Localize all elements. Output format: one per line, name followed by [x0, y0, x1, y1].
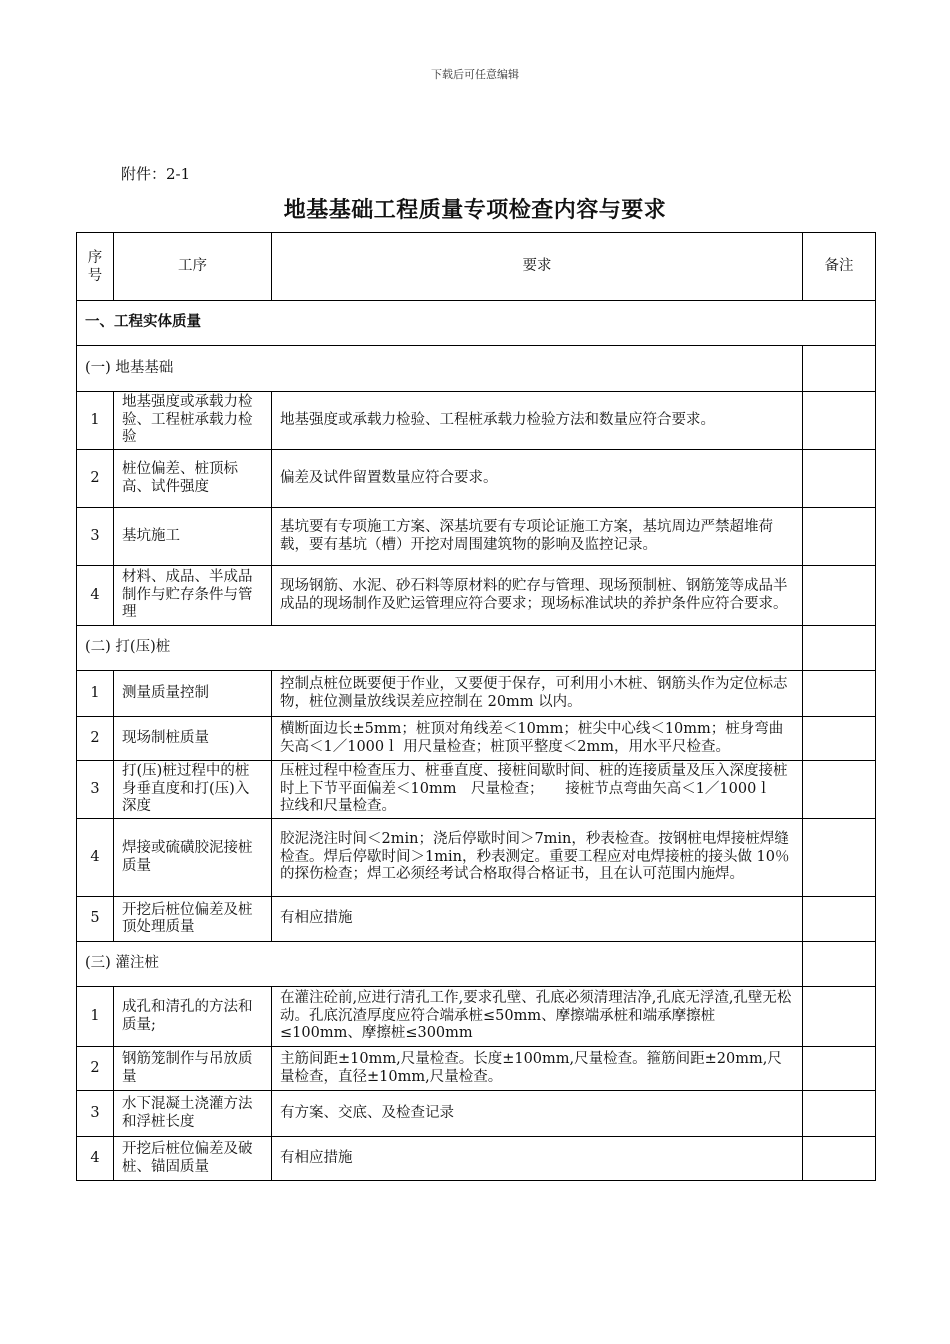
row-note: [803, 566, 876, 626]
row-step: 成孔和清孔的方法和质量;: [114, 987, 272, 1047]
table-row: [77, 450, 876, 508]
row-requirement: 在灌注砼前,应进行清孔工作,要求孔壁、孔底必须清理洁净,孔底无浮渣,孔壁无松动。孔底沉渣厚度应符合端承桩≤50mm、摩擦端承桩和端承摩擦桩≤100mm、摩擦桩≤300mm: [272, 987, 803, 1047]
table-row: [77, 392, 876, 450]
group-row: [77, 942, 876, 987]
row-step: 焊接或硫磺胶泥接桩质量: [114, 819, 272, 897]
row-step: 材料、成品、半成品制作与贮存条件与管理: [114, 566, 272, 626]
row-note: [803, 1091, 876, 1137]
row-step: 开挖后桩位偏差及桩顶处理质量: [114, 897, 272, 942]
group-title-cast-pile: (三) 灌注桩: [77, 942, 803, 987]
table-row: [77, 897, 876, 942]
row-requirement: 控制点桩位既要便于作业，又要便于保存，可利用小木桩、钢筋头作为定位标志物，桩位测量放线误差应控制在 20mm 以内。: [272, 671, 803, 717]
table-row: [77, 1137, 876, 1181]
row-note: [803, 450, 876, 508]
row-requirement: 有相应措施: [272, 1137, 803, 1181]
row-number: 5: [77, 897, 114, 942]
row-number: 3: [77, 508, 114, 566]
table-row: [77, 819, 876, 897]
row-note: [803, 508, 876, 566]
table-row: [77, 1091, 876, 1137]
group-row: [77, 346, 876, 392]
row-requirement: 基坑要有专项施工方案、深基坑要有专项论证施工方案，基坑周边严禁超堆荷载，要有基坑（槽）开挖对周围建筑物的影响及监控记录。: [272, 508, 803, 566]
row-number: 2: [77, 1047, 114, 1091]
group-note-cell: [803, 346, 876, 392]
header-no: 序号: [77, 233, 114, 301]
group-title-driven-pile: (二) 打(压)桩: [77, 626, 803, 671]
row-note: [803, 1137, 876, 1181]
download-note: 下载后可任意编辑: [431, 68, 519, 81]
row-requirement: 压桩过程中检查压力、桩垂直度、接桩间歇时间、桩的连接质量及压入深度接桩时上下节平面偏差＜10mm 尺量检查； 接桩节点弯曲矢高＜1／1000ｌ 拉线和尺量检查。: [272, 761, 803, 819]
header-step: 工序: [114, 233, 272, 301]
row-step: 水下混凝土浇灌方法和浮桩长度: [114, 1091, 272, 1137]
row-note: [803, 392, 876, 450]
table-row: [77, 508, 876, 566]
row-note: [803, 761, 876, 819]
row-number: 1: [77, 392, 114, 450]
row-step: 基坑施工: [114, 508, 272, 566]
row-note: [803, 717, 876, 761]
section-title: 一、工程实体质量: [77, 301, 876, 346]
row-requirement: 地基强度或承载力检验、工程桩承载力检验方法和数量应符合要求。: [272, 392, 803, 450]
group-row: [77, 626, 876, 671]
row-step: 桩位偏差、桩顶标高、试件强度: [114, 450, 272, 508]
row-note: [803, 1047, 876, 1091]
row-requirement: 有相应措施: [272, 897, 803, 942]
row-number: 3: [77, 761, 114, 819]
row-requirement: 主筋间距±10mm,尺量检查。长度±100mm,尺量检查。箍筋间距±20mm,尺量检查，直径±10mm,尺量检查。: [272, 1047, 803, 1091]
row-requirement: 有方案、交底、及检查记录: [272, 1091, 803, 1137]
inspection-table: [76, 232, 876, 1181]
row-step: 打(压)桩过程中的桩身垂直度和打(压)入深度: [114, 761, 272, 819]
attachment-label: 附件：2-1: [121, 165, 191, 183]
row-number: 4: [77, 566, 114, 626]
header-row: [77, 233, 876, 301]
group-note-cell: [803, 626, 876, 671]
row-note: [803, 987, 876, 1047]
row-note: [803, 819, 876, 897]
table-row: [77, 987, 876, 1047]
group-title-foundation: (一) 地基基础: [77, 346, 803, 392]
table-row: [77, 717, 876, 761]
table-row: [77, 566, 876, 626]
row-number: 4: [77, 1137, 114, 1181]
document-title: 地基基础工程质量专项检查内容与要求: [283, 198, 667, 223]
row-step: 现场制桩质量: [114, 717, 272, 761]
header-requirement: 要求: [272, 233, 803, 301]
table-row: [77, 761, 876, 819]
row-step: 地基强度或承载力检验、工程桩承载力检验: [114, 392, 272, 450]
row-number: 4: [77, 819, 114, 897]
row-requirement: 偏差及试件留置数量应符合要求。: [272, 450, 803, 508]
section-row: [77, 301, 876, 346]
row-step: 测量质量控制: [114, 671, 272, 717]
row-step: 钢筋笼制作与吊放质量: [114, 1047, 272, 1091]
table-row: [77, 1047, 876, 1091]
row-note: [803, 671, 876, 717]
row-number: 3: [77, 1091, 114, 1137]
row-requirement: 现场钢筋、水泥、砂石料等原材料的贮存与管理、现场预制桩、钢筋笼等成品半成品的现场制作及贮运管理应符合要求；现场标准试块的养护条件应符合要求。: [272, 566, 803, 626]
row-requirement: 胶泥浇注时间＜2min；浇后停歇时间＞7min，秒表检查。按钢桩电焊接桩焊缝检查。焊后停歇时间＞1min，秒表测定。重要工程应对电焊接桩的接头做 10％的探伤检查；焊工必须经考试合格取得合格证书，且在认可范围内施焊。: [272, 819, 803, 897]
row-step: 开挖后桩位偏差及破桩、锚固质量: [114, 1137, 272, 1181]
row-number: 2: [77, 450, 114, 508]
row-requirement: 横断面边长±5mm；桩顶对角线差＜10mm；桩尖中心线＜10mm；桩身弯曲矢高＜1／1000ｌ 用尺量检查；桩顶平整度＜2mm，用水平尺检查。: [272, 717, 803, 761]
row-number: 1: [77, 987, 114, 1047]
row-note: [803, 897, 876, 942]
header-note: 备注: [803, 233, 876, 301]
row-number: 2: [77, 717, 114, 761]
row-number: 1: [77, 671, 114, 717]
group-note-cell: [803, 942, 876, 987]
table-row: [77, 671, 876, 717]
